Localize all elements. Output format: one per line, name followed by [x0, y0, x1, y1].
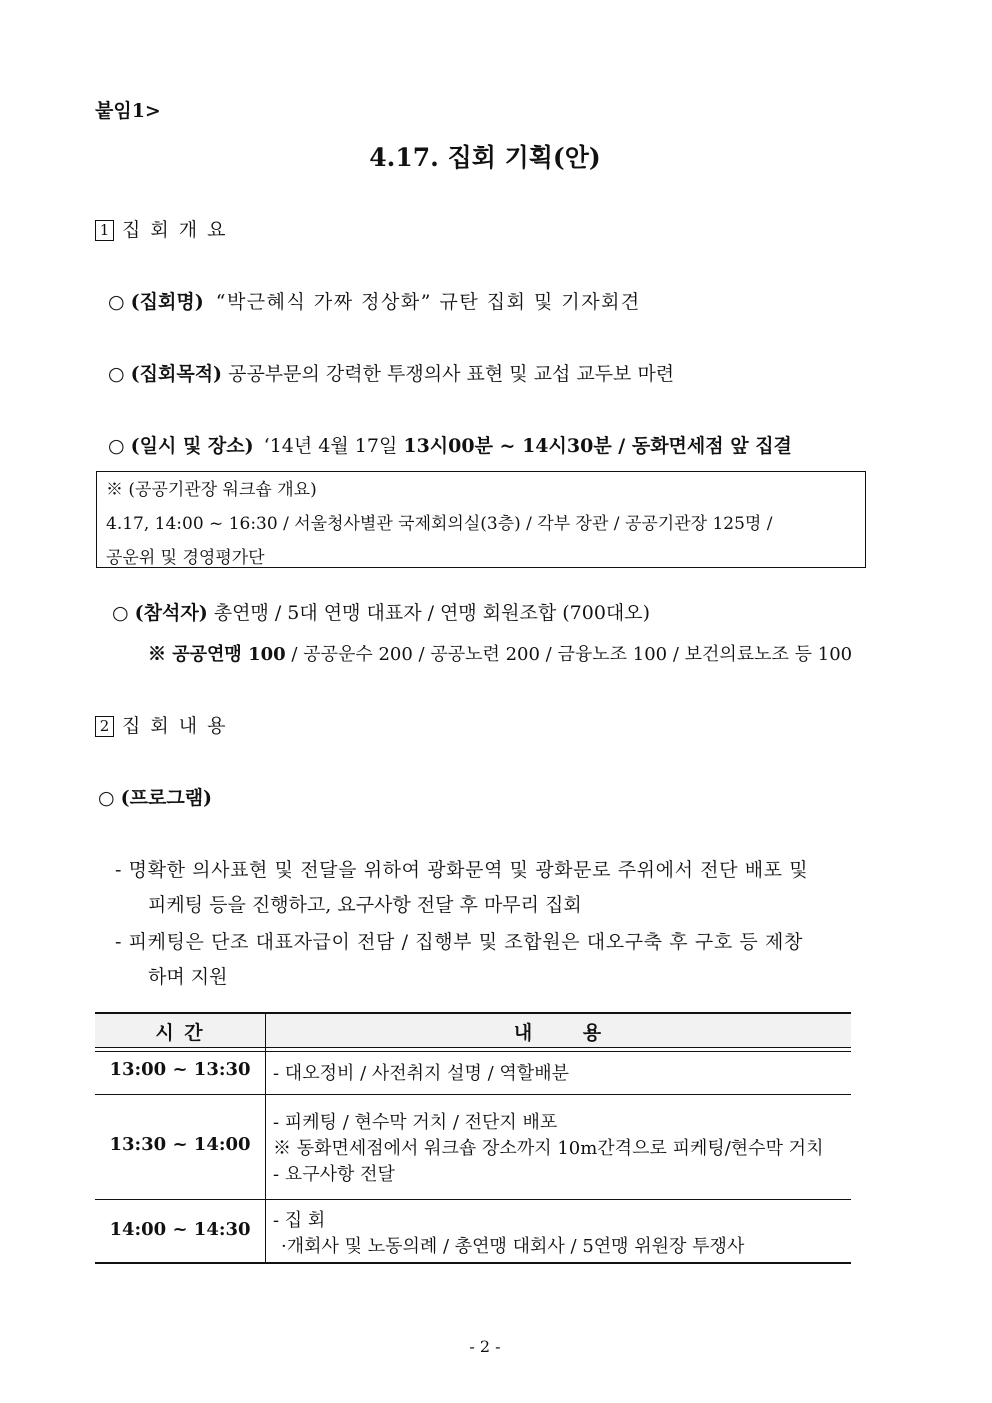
section1-heading-text: 집 회 개 요 [122, 219, 228, 241]
table-row-divider [95, 1094, 851, 1095]
table-row-2-line-1: - 피케팅 / 현수막 거치 / 전단지 배포 [273, 1112, 558, 1133]
program-label [98, 783, 212, 810]
item-text: 총연맹 / 5대 연맹 대표자 / 연맹 회원조합 (700대오) [213, 602, 651, 624]
dash-paragraph-2-line-2: 하며 지원 [148, 966, 228, 988]
table-row-2-line-2: ※ 동화면세점에서 워크숍 장소까지 10m간격으로 피케팅/현수막 거치 [273, 1138, 824, 1159]
item-time-place-text: 13시00분 ~ 14시30분 / 동화면세점 앞 집결 [403, 435, 792, 457]
table-header-time: 시 간 [155, 1022, 205, 1044]
table-row-2-line-3: - 요구사항 전달 [273, 1164, 395, 1185]
program-label-text: (프로그램) [120, 787, 213, 809]
table-column-divider [265, 1012, 266, 1264]
notice-line-2: 4.17, 14:00 ~ 16:30 / 서울청사별관 국제회의실(3층) / 각부 장관 / 공공기관장 125명 / [106, 514, 773, 534]
attachment-label: 붙임1> [95, 100, 161, 122]
bullet: ○ [108, 363, 125, 385]
item-label: (집회명) [130, 291, 204, 313]
section1-heading [95, 215, 228, 242]
item-text: 공공부문의 강력한 투쟁의사 표현 및 교섭 교두보 마련 [228, 363, 675, 385]
table-row-3-time: 14:00 ~ 14:30 [109, 1219, 251, 1240]
notice-line-3: 공운위 및 경영평가단 [106, 548, 265, 568]
item-text: “박근혜식 가짜 정상화” 규탄 집회 및 기자회견 [215, 291, 641, 313]
table-row-1-time: 13:00 ~ 13:30 [109, 1059, 251, 1080]
bullet: ○ [98, 787, 115, 809]
item-label: (집회목적) [130, 363, 223, 385]
item-rally-name [108, 287, 641, 314]
document-title: 4.17. 집회 기획(안) [369, 143, 601, 172]
table-row-1-line-1: - 대오정비 / 사전취지 설명 / 역할배분 [273, 1063, 569, 1084]
dash-paragraph-1-line-2: 피케팅 등을 진행하고, 요구사항 전달 후 마무리 집회 [148, 894, 582, 916]
table-bottom-border [95, 1262, 851, 1264]
item-rally-purpose [108, 359, 674, 386]
section2-heading-text: 집 회 내 용 [122, 715, 228, 737]
attendees-note-bold: ※ 공공연맹 100 [148, 644, 286, 665]
table-row-divider [95, 1199, 851, 1200]
bullet: ○ [112, 602, 129, 624]
item-date-text: ‘14년 4월 17일 [263, 435, 398, 457]
attendees-note [148, 640, 852, 666]
table-header-divider [95, 1047, 851, 1052]
notice-line-1: ※ (공공기관장 워크숍 개요) [106, 480, 317, 500]
table-header-content: 내 용 [513, 1022, 604, 1044]
dash-paragraph-2-line-1: - 피케팅은 단조 대표자급이 전담 / 집행부 및 조합원은 대오구축 후 구호 등 제창 [115, 931, 803, 953]
item-attendees [112, 598, 650, 625]
item-label: (참석자) [134, 602, 208, 624]
table-row-3-line-1: - 집 회 [273, 1210, 326, 1231]
section2-number: 2 [95, 716, 114, 737]
table-row-3-line-2: ·개회사 및 노동의례 / 총연맹 대회사 / 5연맹 위원장 투쟁사 [281, 1236, 745, 1257]
bullet: ○ [108, 435, 125, 457]
bullet: ○ [108, 291, 125, 313]
dash-paragraph-1-line-1: - 명확한 의사표현 및 전달을 위하여 광화문역 및 광화문로 주위에서 전단 배포 및 [115, 859, 809, 881]
page-number: - 2 - [469, 1337, 501, 1356]
item-label: (일시 및 장소) [130, 435, 254, 457]
section1-number: 1 [95, 220, 114, 241]
item-date-place [108, 431, 792, 458]
table-row-2-time: 13:30 ~ 14:00 [109, 1134, 251, 1155]
workshop-notice-box [96, 471, 866, 568]
section2-heading [95, 711, 228, 738]
attendees-note-rest: / 공공운수 200 / 공공노련 200 / 금융노조 100 / 보건의료노조 등 100 [291, 644, 853, 665]
